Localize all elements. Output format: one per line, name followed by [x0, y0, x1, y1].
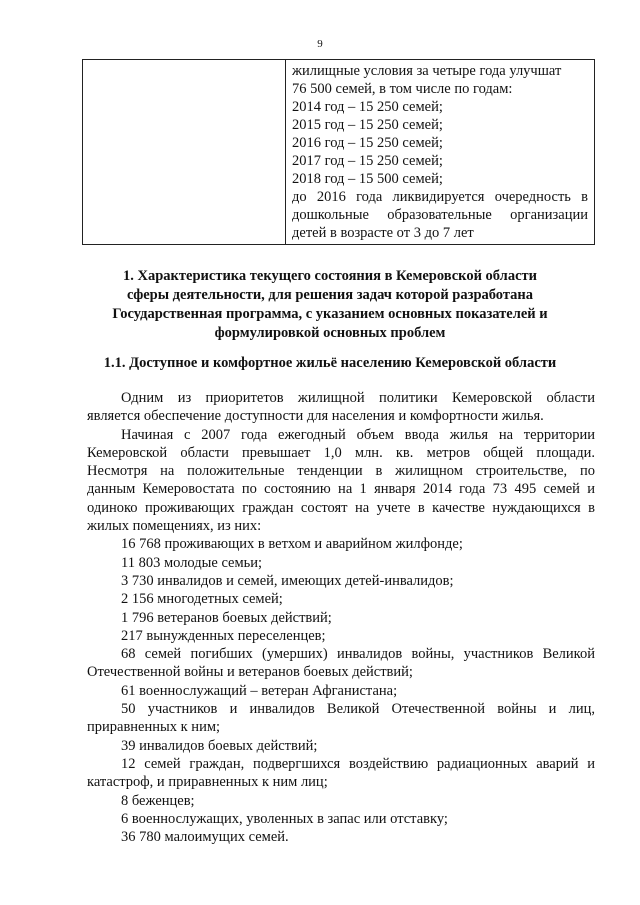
list-item-continuation: катастроф, и приравненных к ним лиц; [87, 774, 328, 791]
section-heading-line: 1. Характеристика текущего состояния в Кемеровской области [123, 268, 537, 284]
table-cell-text [286, 60, 595, 245]
cell-line: 76 500 семей, в том числе по годам: [292, 81, 513, 97]
section-heading-line: Государственная программа, с указанием основных показателей и [112, 306, 548, 322]
cell-line: жилищные условия за четыре года улучшат [292, 63, 562, 79]
cell-line: детей в возрасте от 3 до 7 лет [292, 225, 474, 241]
continuation-table [82, 59, 595, 245]
cell-line: 2017 год – 15 250 семей; [292, 153, 443, 169]
cell-line: 2015 год – 15 250 семей; [292, 117, 443, 133]
paragraph-line: данным Кемеровостата по состоянию на 1 января 2014 года 73 495 семей и [87, 481, 595, 498]
table-row [83, 60, 595, 245]
list-item: 39 инвалидов боевых действий; [121, 737, 318, 754]
list-item: 3 730 инвалидов и семей, имеющих детей-инвалидов; [121, 572, 454, 589]
section-heading-line: формулировкой основных проблем [214, 325, 446, 341]
subsection-heading: 1.1. Доступное и комфортное жильё населению Кемеровской области [103, 355, 557, 371]
list-item: 61 военнослужащий – ветеран Афганистана; [121, 682, 398, 699]
section-heading-line: сферы деятельности, для решения задач которой разработана [126, 287, 534, 303]
cell-line: 2016 год – 15 250 семей; [292, 135, 443, 151]
paragraph-line: Начиная с 2007 года ежегодный объем ввода жилья на территории [121, 426, 595, 443]
paragraph-line: Кемеровской области превышает 1,0 млн. кв. метров общей площади. [87, 444, 595, 461]
table-cell-empty [83, 60, 286, 245]
paragraph-line: Несмотря на положительные тенденции в жилищном строительстве, по [87, 463, 595, 480]
list-item: 12 семей граждан, подвергшихся воздействию радиационных аварий и [121, 755, 595, 772]
cell-line: до 2016 года ликвидируется очередность в [292, 189, 588, 205]
list-item-continuation: приравненных к ним; [87, 719, 221, 736]
body-text [87, 389, 595, 846]
section-heading [60, 267, 600, 343]
list-item: 6 военнослужащих, уволенных в запас или отставку; [121, 810, 448, 827]
cell-line: дошкольные образовательные организации [292, 207, 588, 223]
list-item: 1 796 ветеранов боевых действий; [121, 609, 332, 626]
list-item: 11 803 молодые семьи; [121, 554, 263, 571]
list-item: 36 780 малоимущих семей. [121, 829, 289, 846]
paragraph-line: Одним из приоритетов жилищной политики Кемеровской области [121, 390, 595, 406]
paragraph-line: жилых помещениях, из них: [87, 518, 262, 535]
list-item-continuation: Отечественной войны и ветеранов боевых действий; [87, 664, 413, 681]
list-item: 2 156 многодетных семей; [121, 591, 283, 608]
cell-line: 2018 год – 15 500 семей; [292, 171, 443, 187]
page-number: 9 [317, 38, 323, 50]
paragraph-line: одиноко проживающих граждан состоят на учете в качестве нуждающихся в [87, 499, 595, 516]
list-item: 16 768 проживающих в ветхом и аварийном жилфонде; [121, 536, 463, 553]
list-item: 217 вынужденных переселенцев; [121, 627, 326, 644]
paragraph-line: является обеспечение доступности для населения и комфортности жилья. [87, 408, 544, 425]
list-item: 68 семей погибших (умерших) инвалидов войны, участников Великой [121, 646, 595, 663]
list-item: 50 участников и инвалидов Великой Отечественной войны и лиц, [121, 701, 595, 718]
cell-line: 2014 год – 15 250 семей; [292, 99, 443, 115]
list-item: 8 беженцев; [121, 792, 195, 809]
